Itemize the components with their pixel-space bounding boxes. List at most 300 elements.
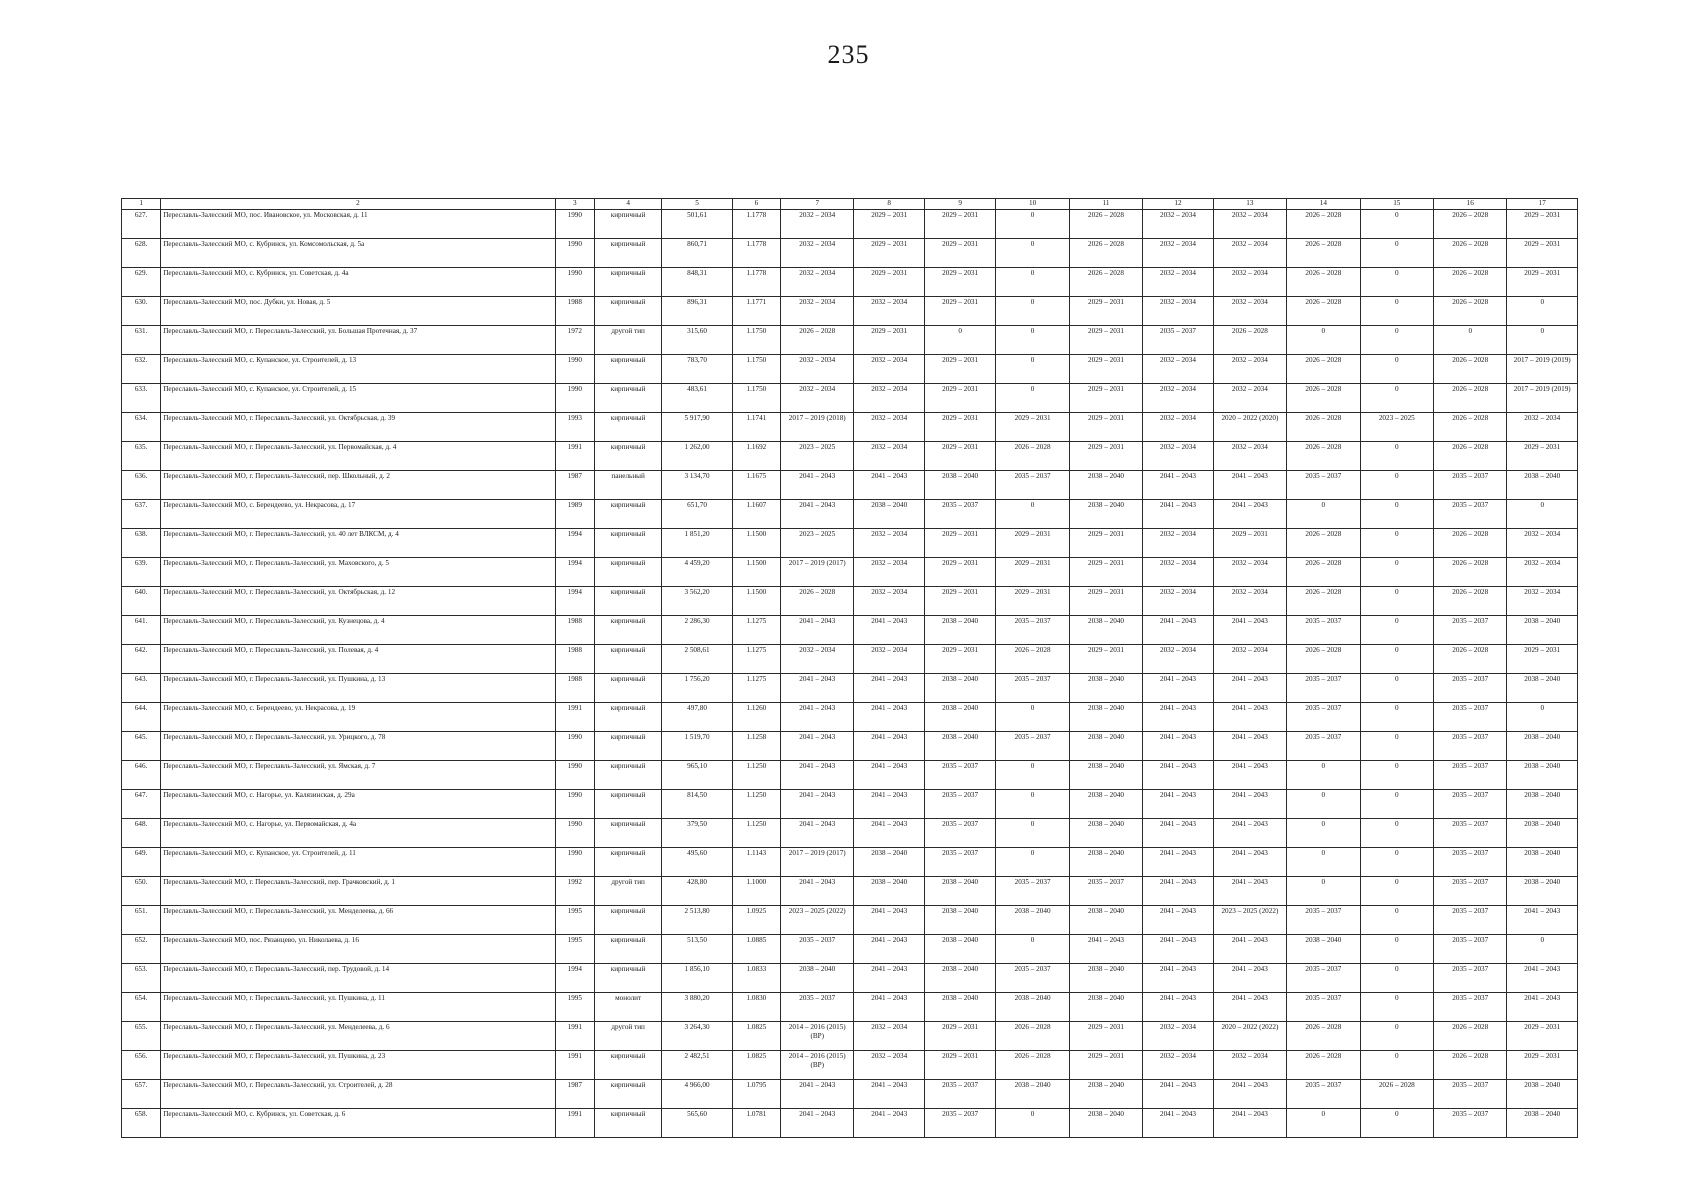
table-cell: 2029 – 2031 xyxy=(1069,587,1142,616)
table-cell: 2029 – 2031 xyxy=(924,210,995,239)
table-cell: 0 xyxy=(1360,1022,1433,1051)
table-cell: 2035 – 2037 xyxy=(1069,877,1142,906)
table-cell: 0 xyxy=(1287,790,1360,819)
table-cell: 2029 – 2031 xyxy=(1069,558,1142,587)
address-cell: Переславль-Залесский МО, пос. Ивановское, ул. Московская, д. 11 xyxy=(161,210,555,239)
row-number-cell: 641. xyxy=(122,616,161,645)
table-cell: 0 xyxy=(1360,819,1433,848)
table-cell: кирпичный xyxy=(594,645,661,674)
table-cell: 2032 – 2034 xyxy=(781,297,854,326)
table-row xyxy=(122,674,1578,703)
table-cell: 1990 xyxy=(555,210,594,239)
row-number-cell: 649. xyxy=(122,848,161,877)
table-cell: 2029 – 2031 xyxy=(1069,1022,1142,1051)
table-cell: 1.1275 xyxy=(732,645,780,674)
table-cell: 2032 – 2034 xyxy=(1143,529,1213,558)
table-cell: 2 286,30 xyxy=(662,616,732,645)
row-number-cell: 627. xyxy=(122,210,161,239)
table-cell: 0 xyxy=(924,326,995,355)
table-cell: 0 xyxy=(996,326,1069,355)
table-cell: 2038 – 2040 xyxy=(924,732,995,761)
table-cell: 2041 – 2043 xyxy=(1213,616,1286,645)
table-cell: 2035 – 2037 xyxy=(1434,500,1507,529)
row-number-cell: 647. xyxy=(122,790,161,819)
table-cell: 2041 – 2043 xyxy=(854,761,924,790)
table-cell: 2035 – 2037 xyxy=(924,1109,995,1138)
table-cell: 2026 – 2028 xyxy=(1287,529,1360,558)
address-cell: Переславль-Залесский МО, с. Берендеево, ул. Некрасова, д. 17 xyxy=(161,500,555,529)
address-cell: Переславль-Залесский МО, г. Переславль-Залесский, ул. Урицкого, д. 78 xyxy=(161,732,555,761)
table-cell: 2038 – 2040 xyxy=(781,964,854,993)
address-cell: Переславль-Залесский МО, г. Переславль-Залесский, ул. Менделеева, д. 66 xyxy=(161,906,555,935)
table-row xyxy=(122,297,1578,326)
column-header: 3 xyxy=(555,199,594,210)
table-cell: 2032 – 2034 xyxy=(1213,1051,1286,1080)
table-cell: 2038 – 2040 xyxy=(854,500,924,529)
row-number-cell: 650. xyxy=(122,877,161,906)
table-cell: 0 xyxy=(1434,326,1507,355)
row-number-cell: 651. xyxy=(122,906,161,935)
table-cell: монолит xyxy=(594,993,661,1022)
table-cell: 2041 – 2043 xyxy=(1143,500,1213,529)
table-cell: 1.1260 xyxy=(732,703,780,732)
table-cell: 2038 – 2040 xyxy=(1507,674,1578,703)
table-cell: 0 xyxy=(1287,761,1360,790)
table-cell: 3 134,70 xyxy=(662,471,732,500)
table-cell: 2041 – 2043 xyxy=(1143,471,1213,500)
table-cell: 2035 – 2037 xyxy=(1434,761,1507,790)
table-cell: 2026 – 2028 xyxy=(996,645,1069,674)
table-cell: 2035 – 2037 xyxy=(1434,616,1507,645)
table-cell: 2026 – 2028 xyxy=(1287,1022,1360,1051)
table-cell: 2026 – 2028 xyxy=(996,1022,1069,1051)
table-cell: 0 xyxy=(1287,1109,1360,1138)
table-cell: 0 xyxy=(1287,848,1360,877)
table-cell: 1.1500 xyxy=(732,529,780,558)
table-cell: 2032 – 2034 xyxy=(1507,529,1578,558)
row-number-cell: 642. xyxy=(122,645,161,674)
table-cell: 0 xyxy=(996,761,1069,790)
table-cell: 2038 – 2040 xyxy=(1069,616,1142,645)
table-cell: 1.1607 xyxy=(732,500,780,529)
table-cell: 2029 – 2031 xyxy=(854,239,924,268)
table-cell: 2026 – 2028 xyxy=(1434,384,1507,413)
table-cell: 1 856,10 xyxy=(662,964,732,993)
table-cell: 2041 – 2043 xyxy=(1213,935,1286,964)
table-cell: 2029 – 2031 xyxy=(996,413,1069,442)
table-cell: 2035 – 2037 xyxy=(1287,906,1360,935)
table-cell: 2032 – 2034 xyxy=(854,355,924,384)
table-cell: 2026 – 2028 xyxy=(1434,587,1507,616)
table-cell: 1.0830 xyxy=(732,993,780,1022)
table-cell: 2035 – 2037 xyxy=(924,819,995,848)
table-cell: 896,31 xyxy=(662,297,732,326)
table-cell: 2029 – 2031 xyxy=(1069,529,1142,558)
table-cell: 1.1692 xyxy=(732,442,780,471)
address-cell: Переславль-Залесский МО, г. Переславль-Залесский, ул. Октябрьская, д. 12 xyxy=(161,587,555,616)
table-row xyxy=(122,1080,1578,1109)
table-cell: кирпичный xyxy=(594,703,661,732)
table-cell: 1995 xyxy=(555,935,594,964)
table-cell: 2029 – 2031 xyxy=(854,210,924,239)
table-cell: 2038 – 2040 xyxy=(1507,1080,1578,1109)
table-cell: 2029 – 2031 xyxy=(1507,239,1578,268)
table-cell: 2032 – 2034 xyxy=(1143,587,1213,616)
table-cell: 2041 – 2043 xyxy=(854,819,924,848)
table-body xyxy=(122,210,1578,1138)
table-cell: 2032 – 2034 xyxy=(854,442,924,471)
table-cell: 2038 – 2040 xyxy=(1507,877,1578,906)
table-cell: 848,31 xyxy=(662,268,732,297)
row-number-cell: 633. xyxy=(122,384,161,413)
table-cell: 1990 xyxy=(555,355,594,384)
table-cell: 2035 – 2037 xyxy=(1434,1109,1507,1138)
address-cell: Переславль-Залесский МО, пос. Дубки, ул. Новая, д. 5 xyxy=(161,297,555,326)
table-cell: 0 xyxy=(1360,964,1433,993)
table-cell: 2032 – 2034 xyxy=(1143,297,1213,326)
table-cell: 1.1000 xyxy=(732,877,780,906)
table-row xyxy=(122,239,1578,268)
column-header: 9 xyxy=(924,199,995,210)
table-cell: 1990 xyxy=(555,268,594,297)
table-cell: 1994 xyxy=(555,587,594,616)
table-cell: 2035 – 2037 xyxy=(1287,703,1360,732)
table-cell: 2041 – 2043 xyxy=(1213,993,1286,1022)
column-header: 1 xyxy=(122,199,161,210)
address-cell: Переславль-Залесский МО, г. Переславль-Залесский, ул. Ямская, д. 7 xyxy=(161,761,555,790)
table-cell: 2041 – 2043 xyxy=(1213,761,1286,790)
column-header: 15 xyxy=(1360,199,1433,210)
table-cell: 1.1778 xyxy=(732,210,780,239)
table-cell: 2038 – 2040 xyxy=(1507,848,1578,877)
table-cell: 2032 – 2034 xyxy=(781,210,854,239)
table-cell: 0 xyxy=(996,819,1069,848)
table-cell: 2041 – 2043 xyxy=(781,500,854,529)
column-header: 14 xyxy=(1287,199,1360,210)
column-header: 13 xyxy=(1213,199,1286,210)
table-cell: 2038 – 2040 xyxy=(924,471,995,500)
table-cell: 2038 – 2040 xyxy=(1069,1080,1142,1109)
table-cell: 2041 – 2043 xyxy=(1507,964,1578,993)
table-cell: 2041 – 2043 xyxy=(1143,674,1213,703)
table-cell: 379,50 xyxy=(662,819,732,848)
table-cell: 2029 – 2031 xyxy=(996,558,1069,587)
table-cell: 0 xyxy=(1507,326,1578,355)
table-cell: 1990 xyxy=(555,761,594,790)
table-cell: кирпичный xyxy=(594,268,661,297)
table-cell: 2035 – 2037 xyxy=(996,732,1069,761)
table-cell: 495,60 xyxy=(662,848,732,877)
table-cell: 2038 – 2040 xyxy=(1069,906,1142,935)
table-cell: 2035 – 2037 xyxy=(1287,964,1360,993)
table-cell: 2026 – 2028 xyxy=(1434,268,1507,297)
table-cell: кирпичный xyxy=(594,558,661,587)
column-header: 10 xyxy=(996,199,1069,210)
table-cell: 2041 – 2043 xyxy=(1143,848,1213,877)
table-cell: 2014 – 2016 (2015) (ВР) xyxy=(781,1051,854,1080)
address-cell: Переславль-Залесский МО, г. Переславль-Залесский, ул. 40 лет ВЛКСМ, д. 4 xyxy=(161,529,555,558)
address-cell: Переславль-Залесский МО, г. Переславль-Залесский, пер. Грачковский, д. 1 xyxy=(161,877,555,906)
table-cell: 2041 – 2043 xyxy=(1213,674,1286,703)
table-cell: 2038 – 2040 xyxy=(996,906,1069,935)
table-cell: 0 xyxy=(1360,587,1433,616)
table-cell: 2035 – 2037 xyxy=(924,1080,995,1109)
table-cell: кирпичный xyxy=(594,1109,661,1138)
table-cell: 2029 – 2031 xyxy=(996,587,1069,616)
row-number-cell: 639. xyxy=(122,558,161,587)
table-cell: 2032 – 2034 xyxy=(1213,384,1286,413)
table-cell: 965,10 xyxy=(662,761,732,790)
table-cell: 2026 – 2028 xyxy=(1434,558,1507,587)
column-header: 16 xyxy=(1434,199,1507,210)
table-cell: 2029 – 2031 xyxy=(924,384,995,413)
table-cell: 2026 – 2028 xyxy=(1213,326,1286,355)
table-cell: 2023 – 2025 xyxy=(781,442,854,471)
table-cell: 0 xyxy=(1360,616,1433,645)
row-number-cell: 656. xyxy=(122,1051,161,1080)
table-cell: 2038 – 2040 xyxy=(1069,703,1142,732)
table-cell: 2032 – 2034 xyxy=(854,384,924,413)
table-cell: 497,80 xyxy=(662,703,732,732)
table-cell: 2032 – 2034 xyxy=(781,355,854,384)
table-cell: 2038 – 2040 xyxy=(1069,732,1142,761)
table-cell: 0 xyxy=(1360,384,1433,413)
table-cell: кирпичный xyxy=(594,790,661,819)
table-cell: 2032 – 2034 xyxy=(854,529,924,558)
table-cell: 1.1750 xyxy=(732,384,780,413)
table-cell: 315,60 xyxy=(662,326,732,355)
table-row xyxy=(122,616,1578,645)
table-cell: 2032 – 2034 xyxy=(854,297,924,326)
table-cell: 2032 – 2034 xyxy=(1143,239,1213,268)
table-row xyxy=(122,1022,1578,1051)
table-cell: 2023 – 2025 (2022) xyxy=(781,906,854,935)
table-cell: 2029 – 2031 xyxy=(1069,645,1142,674)
table-cell: 2038 – 2040 xyxy=(996,1080,1069,1109)
table-cell: 2035 – 2037 xyxy=(1143,326,1213,355)
table-cell: 2035 – 2037 xyxy=(924,790,995,819)
table-cell: 2029 – 2031 xyxy=(1507,1022,1578,1051)
table-cell: 2035 – 2037 xyxy=(1434,848,1507,877)
row-number-cell: 632. xyxy=(122,355,161,384)
table-header xyxy=(122,199,1578,210)
table-cell: 2017 – 2019 (2018) xyxy=(781,413,854,442)
column-header: 7 xyxy=(781,199,854,210)
table-cell: 2023 – 2025 (2022) xyxy=(1213,906,1286,935)
table-cell: 2041 – 2043 xyxy=(781,1080,854,1109)
table-cell: 0 xyxy=(1360,935,1433,964)
table-cell: 483,61 xyxy=(662,384,732,413)
table-cell: 2029 – 2031 xyxy=(1507,268,1578,297)
table-cell: 2035 – 2037 xyxy=(1434,935,1507,964)
table-cell: 2026 – 2028 xyxy=(1069,268,1142,297)
table-cell: 2032 – 2034 xyxy=(854,413,924,442)
table-cell: 2020 – 2022 (2022) xyxy=(1213,1022,1286,1051)
column-header: 6 xyxy=(732,199,780,210)
address-cell: Переславль-Залесский МО, г. Переславль-Залесский, ул. Пушкина, д. 23 xyxy=(161,1051,555,1080)
table-cell: 2041 – 2043 xyxy=(1507,906,1578,935)
table-cell: 0 xyxy=(1360,790,1433,819)
table-cell: 2032 – 2034 xyxy=(1213,210,1286,239)
table-cell: 1 756,20 xyxy=(662,674,732,703)
table-cell: 2026 – 2028 xyxy=(1434,355,1507,384)
table-cell: 2032 – 2034 xyxy=(781,645,854,674)
table-cell: 2026 – 2028 xyxy=(1287,558,1360,587)
table-cell: 2026 – 2028 xyxy=(1069,239,1142,268)
table-cell: 2038 – 2040 xyxy=(1069,819,1142,848)
table-cell: 2041 – 2043 xyxy=(1143,906,1213,935)
address-cell: Переславль-Залесский МО, г. Переславль-Залесский, ул. Большая Протечная, д. 37 xyxy=(161,326,555,355)
table-cell: 2038 – 2040 xyxy=(854,877,924,906)
table-cell: 0 xyxy=(1507,297,1578,326)
table-row xyxy=(122,790,1578,819)
table-cell: кирпичный xyxy=(594,500,661,529)
table-cell: 1.1741 xyxy=(732,413,780,442)
table-cell: 2041 – 2043 xyxy=(1143,964,1213,993)
address-cell: Переславль-Залесский МО, с. Нагорье, ул. Первомайская, д. 4а xyxy=(161,819,555,848)
table-cell: 2041 – 2043 xyxy=(854,906,924,935)
table-cell: 3 562,20 xyxy=(662,587,732,616)
table-row xyxy=(122,500,1578,529)
table-cell: 2035 – 2037 xyxy=(924,500,995,529)
table-cell: 2026 – 2028 xyxy=(1434,210,1507,239)
table-cell: 0 xyxy=(996,239,1069,268)
row-number-cell: 640. xyxy=(122,587,161,616)
table-cell: 2029 – 2031 xyxy=(1507,442,1578,471)
table-cell: 2032 – 2034 xyxy=(854,1022,924,1051)
table-cell: 2038 – 2040 xyxy=(924,877,995,906)
row-number-cell: 648. xyxy=(122,819,161,848)
table-cell: 2023 – 2025 xyxy=(781,529,854,558)
table-cell: 0 xyxy=(1507,703,1578,732)
table-cell: 2038 – 2040 xyxy=(924,616,995,645)
table-cell: 2032 – 2034 xyxy=(781,239,854,268)
table-row xyxy=(122,384,1578,413)
column-header: 2 xyxy=(161,199,555,210)
table-cell: другой тип xyxy=(594,326,661,355)
table-cell: 1988 xyxy=(555,616,594,645)
row-number-cell: 657. xyxy=(122,1080,161,1109)
table-cell: 2032 – 2034 xyxy=(1213,442,1286,471)
table-cell: 0 xyxy=(996,1109,1069,1138)
table-cell: панельный xyxy=(594,471,661,500)
table-cell: 2035 – 2037 xyxy=(1434,471,1507,500)
table-cell: 2035 – 2037 xyxy=(1434,906,1507,935)
table-cell: 2026 – 2028 xyxy=(1287,297,1360,326)
table-cell: 2038 – 2040 xyxy=(924,993,995,1022)
table-cell: 2035 – 2037 xyxy=(996,964,1069,993)
row-number-cell: 629. xyxy=(122,268,161,297)
table-cell: 2026 – 2028 xyxy=(1434,442,1507,471)
table-cell: 2 482,51 xyxy=(662,1051,732,1080)
table-cell: кирпичный xyxy=(594,819,661,848)
table-cell: кирпичный xyxy=(594,529,661,558)
row-number-cell: 645. xyxy=(122,732,161,761)
table-cell: 0 xyxy=(1360,471,1433,500)
table-cell: 2035 – 2037 xyxy=(781,993,854,1022)
table-cell: 2041 – 2043 xyxy=(1069,935,1142,964)
table-cell: 0 xyxy=(996,500,1069,529)
table-cell: 2038 – 2040 xyxy=(1069,848,1142,877)
table-cell: кирпичный xyxy=(594,1051,661,1080)
table-cell: 0 xyxy=(1360,529,1433,558)
table-cell: 2023 – 2025 xyxy=(1360,413,1433,442)
table-row xyxy=(122,529,1578,558)
table-cell: 2035 – 2037 xyxy=(1434,1080,1507,1109)
table-cell: 1988 xyxy=(555,674,594,703)
table-cell: кирпичный xyxy=(594,732,661,761)
table-cell: 1989 xyxy=(555,500,594,529)
table-row xyxy=(122,935,1578,964)
address-cell: Переславль-Залесский МО, г. Переславль-Залесский, ул. Менделеева, д. 6 xyxy=(161,1022,555,1051)
table-cell: 1.1275 xyxy=(732,674,780,703)
table-cell: 2041 – 2043 xyxy=(1213,500,1286,529)
address-cell: Переславль-Залесский МО, г. Переславль-Залесский, ул. Полевая, д. 4 xyxy=(161,645,555,674)
address-cell: Переславль-Залесский МО, с. Купанское, ул. Строителей, д. 11 xyxy=(161,848,555,877)
table-cell: 2029 – 2031 xyxy=(924,529,995,558)
table-cell: 2029 – 2031 xyxy=(1507,210,1578,239)
table-cell: 2041 – 2043 xyxy=(854,935,924,964)
table-cell: 0 xyxy=(1360,442,1433,471)
table-cell: 2035 – 2037 xyxy=(1434,703,1507,732)
table-cell: 2032 – 2034 xyxy=(1143,442,1213,471)
table-cell: 2026 – 2028 xyxy=(1287,355,1360,384)
table-cell: 1 851,20 xyxy=(662,529,732,558)
table-cell: 1.1750 xyxy=(732,326,780,355)
table-cell: 2038 – 2040 xyxy=(924,964,995,993)
table-cell: 2041 – 2043 xyxy=(781,790,854,819)
table-cell: 2035 – 2037 xyxy=(996,877,1069,906)
table-cell: 2026 – 2028 xyxy=(1434,529,1507,558)
column-header: 11 xyxy=(1069,199,1142,210)
table-cell: 0 xyxy=(1287,819,1360,848)
table-cell: 2032 – 2034 xyxy=(1507,413,1578,442)
table-cell: 0 xyxy=(1360,848,1433,877)
table-cell: 2041 – 2043 xyxy=(1213,964,1286,993)
row-number-cell: 636. xyxy=(122,471,161,500)
table-cell: 1.0833 xyxy=(732,964,780,993)
table-cell: кирпичный xyxy=(594,1080,661,1109)
table-cell: 2029 – 2031 xyxy=(1069,413,1142,442)
table-cell: 0 xyxy=(1360,761,1433,790)
table-cell: 2032 – 2034 xyxy=(1213,239,1286,268)
table-cell: 2026 – 2028 xyxy=(1360,1080,1433,1109)
row-number-cell: 635. xyxy=(122,442,161,471)
table-cell: 1991 xyxy=(555,1051,594,1080)
table-cell: 860,71 xyxy=(662,239,732,268)
table-cell: 2035 – 2037 xyxy=(1287,674,1360,703)
table-cell: 2038 – 2040 xyxy=(1069,993,1142,1022)
table-cell: 1994 xyxy=(555,558,594,587)
table-row xyxy=(122,732,1578,761)
table-cell: 2032 – 2034 xyxy=(1143,355,1213,384)
table-cell: 2041 – 2043 xyxy=(854,732,924,761)
table-cell: 2035 – 2037 xyxy=(1287,1080,1360,1109)
row-number-cell: 628. xyxy=(122,239,161,268)
table-cell: 1990 xyxy=(555,790,594,819)
table-cell: 1991 xyxy=(555,442,594,471)
table-cell: 1988 xyxy=(555,645,594,674)
table-cell: 2041 – 2043 xyxy=(1143,703,1213,732)
address-cell: Переславль-Залесский МО, с. Кубринск, ул. Советская, д. 4а xyxy=(161,268,555,297)
row-number-cell: 638. xyxy=(122,529,161,558)
table-cell: 0 xyxy=(1287,877,1360,906)
table-cell: 1.1778 xyxy=(732,268,780,297)
table-cell: 1.1750 xyxy=(732,355,780,384)
table-cell: 2041 – 2043 xyxy=(781,471,854,500)
table-cell: 4 459,20 xyxy=(662,558,732,587)
table-cell: 2038 – 2040 xyxy=(1069,1109,1142,1138)
